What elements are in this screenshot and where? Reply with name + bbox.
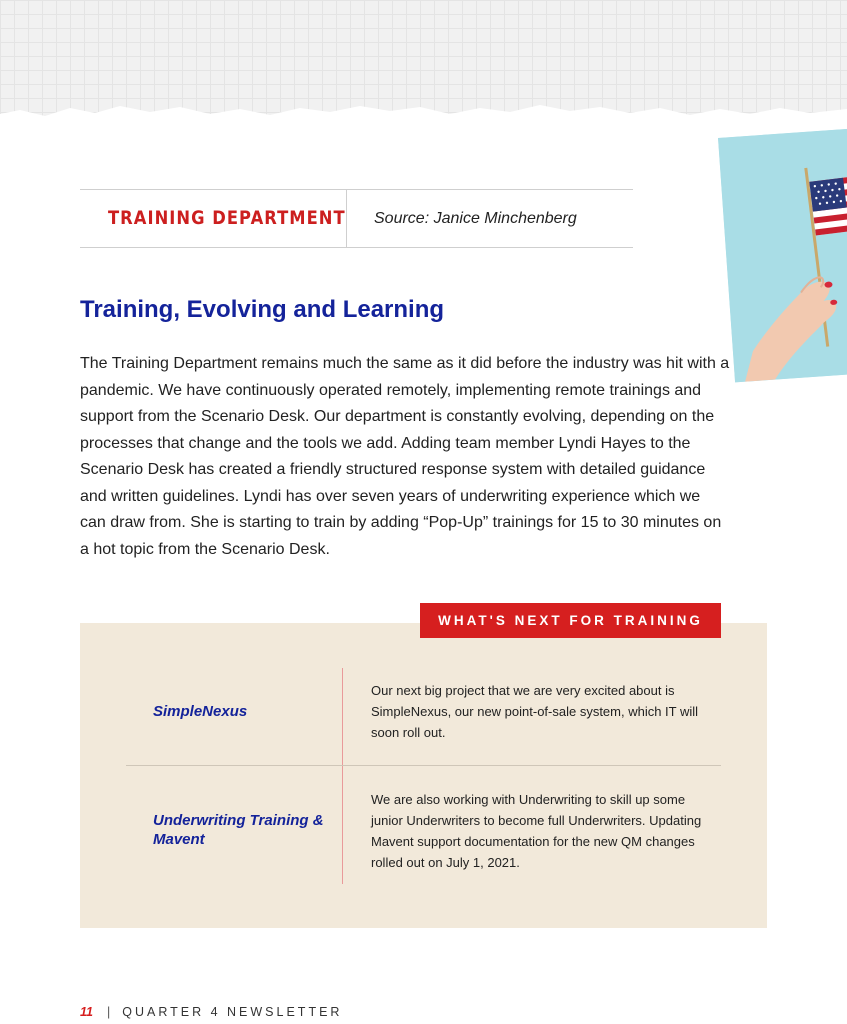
department-header [80,189,633,248]
description-simplenexus: Our next big project that we are very excited about is SimpleNexus, our new point-of-sale system, which IT will soon roll out. [371,683,699,740]
source-credit: Source: Janice Minchenberg [374,210,577,227]
department-name: TRAINING DEPARTMENT [108,207,346,229]
description-underwriting-mavent: We are also working with Underwriting to skill up some junior Underwriters to become full Underwriters. Updating Mavent support documentation for the new QM changes rolled out on July 1, 2021. [371,792,702,870]
topic-underwriting-mavent: Underwriting Training & Mavent [153,812,324,848]
footer-separator: | [106,1005,111,1019]
hand-holding-flag-image [718,128,847,383]
article-body: The Training Department remains much the same as it did before the industry was hit with a pandemic. We have continuously operated remotely, implementing remote trainings and support from the Scenario Desk. Our department is constantly evolving, depending on the processes that change and the tools we add. Adding team member Lyndi Hayes to the Scenario Desk has created a friendly structured response system with detailed guidance and written guidelines. Lyndi has over seven years of underwriting experience which we can draw from. She is starting to train by adding “Pop-Up” trainings for 15 to 30 minutes on a hot topic from the Scenario Desk. [80,355,730,558]
newsletter-name: QUARTER 4 NEWSLETTER [122,1005,343,1019]
page-footer [80,1003,342,1021]
topic-simplenexus: SimpleNexus [153,703,248,720]
header-divider [346,190,347,247]
torn-paper-edge [0,96,847,136]
flag-photo [718,128,847,383]
column-divider [342,668,343,884]
grid-paper-header [0,0,847,135]
whats-next-box [80,623,767,928]
article-title: Training, Evolving and Learning [80,296,445,323]
row-divider [126,765,721,766]
whats-next-tag: WHAT'S NEXT FOR TRAINING [420,603,721,638]
page-number: 11 [80,1005,93,1019]
